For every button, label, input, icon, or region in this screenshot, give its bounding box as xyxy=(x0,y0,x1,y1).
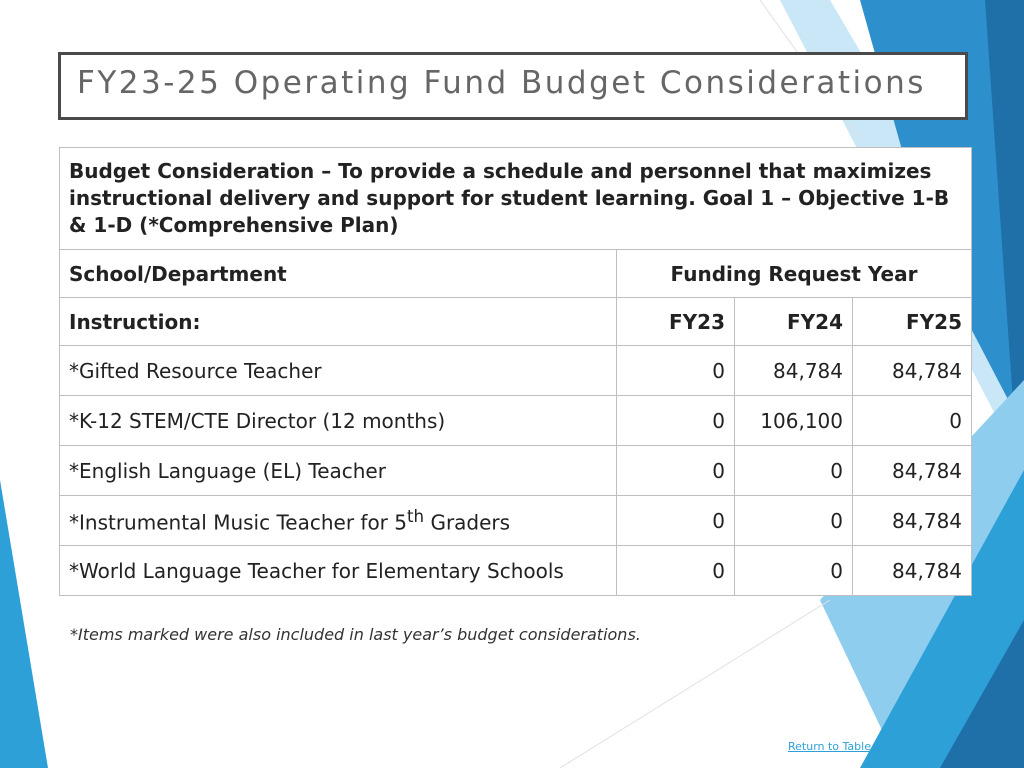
year-header-fy24: FY24 xyxy=(735,298,853,346)
table-row xyxy=(60,346,972,396)
row-fy25-value: 84,784 xyxy=(853,346,972,396)
row-label-part: *Instrumental Music Teacher for 5 xyxy=(69,510,407,535)
year-header-fy25: FY25 xyxy=(853,298,972,346)
budget-table xyxy=(59,147,972,596)
budget-consideration-text: Budget Consideration – To provide a schedule and personnel that maximizes instructional delivery and support for student learning. Goal 1 – Objective 1-B & 1-D (*Comprehensive Plan) xyxy=(69,159,950,237)
col-funding-request-year: Funding Request Year xyxy=(617,250,972,298)
deco-shape-left xyxy=(0,480,48,768)
return-to-toc-link[interactable]: Return to Table of Contents xyxy=(788,740,939,753)
row-fy23-value: 0 xyxy=(617,546,735,596)
section-row xyxy=(60,298,972,346)
row-fy24-value: 0 xyxy=(735,496,853,546)
row-fy23-value: 0 xyxy=(617,446,735,496)
section-label-instruction: Instruction: xyxy=(60,298,617,346)
table-row xyxy=(60,396,972,446)
table-row xyxy=(60,546,972,596)
row-fy23-value: 0 xyxy=(617,396,735,446)
row-fy25-value: 0 xyxy=(853,396,972,446)
row-label-superscript: th xyxy=(407,506,425,526)
row-label: *English Language (EL) Teacher xyxy=(60,446,617,496)
row-label xyxy=(60,496,617,546)
row-label: *World Language Teacher for Elementary Schools xyxy=(60,546,617,596)
row-fy24-value: 0 xyxy=(735,546,853,596)
row-fy24-value: 84,784 xyxy=(735,346,853,396)
table-row xyxy=(60,446,972,496)
row-fy23-value: 0 xyxy=(617,346,735,396)
row-fy24-value: 106,100 xyxy=(735,396,853,446)
row-label-part: Graders xyxy=(424,510,511,535)
row-fy25-value: 84,784 xyxy=(853,496,972,546)
col-school-department: School/Department xyxy=(60,250,617,298)
column-header-row xyxy=(60,250,972,298)
row-label: *Gifted Resource Teacher xyxy=(60,346,617,396)
row-fy23-value: 0 xyxy=(617,496,735,546)
budget-consideration-header xyxy=(60,148,972,250)
title-box xyxy=(58,52,968,120)
table-row xyxy=(60,496,972,546)
page-title: FY23-25 Operating Fund Budget Considerations xyxy=(77,65,926,101)
footnote: *Items marked were also included in last year’s budget considerations. xyxy=(70,625,641,644)
row-fy24-value: 0 xyxy=(735,446,853,496)
year-header-fy23: FY23 xyxy=(617,298,735,346)
row-fy25-value: 84,784 xyxy=(853,546,972,596)
row-label: *K-12 STEM/CTE Director (12 months) xyxy=(60,396,617,446)
table-header-row xyxy=(60,148,972,250)
row-fy25-value: 84,784 xyxy=(853,446,972,496)
